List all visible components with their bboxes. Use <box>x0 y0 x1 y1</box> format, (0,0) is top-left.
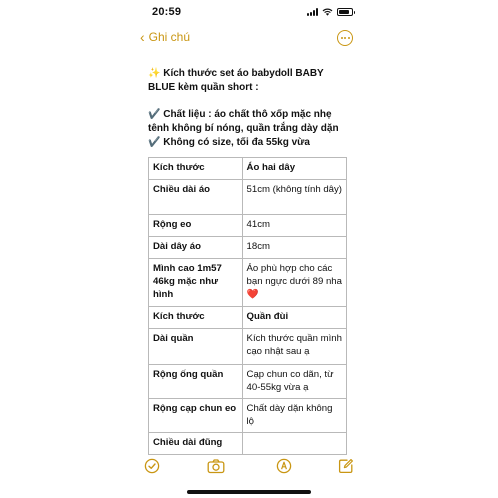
table-cell-value <box>242 433 346 455</box>
table-cell-label: Dài quần <box>149 329 243 365</box>
table-row <box>149 433 347 455</box>
notes-screen <box>137 0 361 498</box>
table-cell-value: 18cm <box>242 237 346 259</box>
note-title-line-2: BLUE kèm quần short : <box>148 82 259 93</box>
table-row <box>149 329 347 365</box>
note-body[interactable] <box>148 67 353 150</box>
table-cell-label: Rộng ống quần <box>149 365 243 399</box>
table-cell-label: Mình cao 1m57 46kg mặc như hình <box>149 259 243 307</box>
note-material-line-2: tênh không bí nóng, quần trắng dày dặn <box>148 123 339 134</box>
heart-icon: ❤️ <box>246 289 259 300</box>
camera-icon <box>207 458 225 474</box>
table-cell-value: Chất dày dặn không lộ <box>242 399 346 433</box>
table-row <box>149 215 347 237</box>
compose-icon <box>338 458 354 474</box>
home-indicator[interactable] <box>187 490 311 494</box>
camera-button[interactable] <box>207 457 225 475</box>
cellular-signal-icon <box>307 8 318 16</box>
table-cell-value: 41cm <box>242 215 346 237</box>
checklist-icon <box>144 458 160 474</box>
table-row <box>149 259 347 307</box>
table-cell-label: Chiều dài áo <box>149 180 243 215</box>
status-time: 20:59 <box>152 6 182 18</box>
wifi-icon <box>322 8 333 16</box>
more-options-button[interactable] <box>337 30 353 46</box>
table-header-cell: Áo hai dây <box>242 158 346 180</box>
table-cell-value-text: Áo phù hợp cho các bạn ngực dưới 89 nha <box>246 263 342 287</box>
checklist-button[interactable] <box>143 457 161 475</box>
status-bar <box>137 0 361 24</box>
table-cell-label: Rộng eo <box>149 215 243 237</box>
back-button[interactable] <box>140 30 190 44</box>
table-row <box>149 180 347 215</box>
nav-bar <box>137 28 361 50</box>
table-cell-value: 51cm (không tính dây) <box>242 180 346 215</box>
chevron-left-icon: ‹ <box>140 29 145 45</box>
status-icons <box>307 7 353 17</box>
bottom-toolbar <box>137 455 361 477</box>
table-row <box>149 237 347 259</box>
table-header-row <box>149 307 347 329</box>
table-header-cell: Kích thước <box>149 158 243 180</box>
bottom-size-table <box>148 306 347 455</box>
table-header-row <box>149 158 347 180</box>
table-cell-label: Dài dây áo <box>149 237 243 259</box>
note-title-line-1: ✨ Kích thước set áo babydoll BABY <box>148 68 324 79</box>
table-header-cell: Quần đùi <box>242 307 346 329</box>
top-size-table <box>148 157 347 307</box>
markup-icon <box>276 458 292 474</box>
markup-button[interactable] <box>275 457 293 475</box>
battery-icon <box>337 8 353 16</box>
table-header-cell: Kích thước <box>149 307 243 329</box>
table-row <box>149 399 347 433</box>
table-row <box>149 365 347 399</box>
table-cell-value: Kích thước quần mình cạo nhật sau ạ <box>242 329 346 365</box>
table-cell-label: Rộng cạp chun eo <box>149 399 243 433</box>
table-cell-value: Cạp chun co dãn, từ 40-55kg vừa ạ <box>242 365 346 399</box>
table-cell-label: Chiều dài đũng <box>149 433 243 455</box>
back-label: Ghi chú <box>148 30 191 44</box>
note-size-line: ✔️ Không có size, tối đa 55kg vừa <box>148 137 310 148</box>
compose-button[interactable] <box>337 457 355 475</box>
note-material-line-1: ✔️ Chất liệu : áo chất thô xốp mặc nhẹ <box>148 109 332 120</box>
table-cell-value <box>242 259 346 307</box>
